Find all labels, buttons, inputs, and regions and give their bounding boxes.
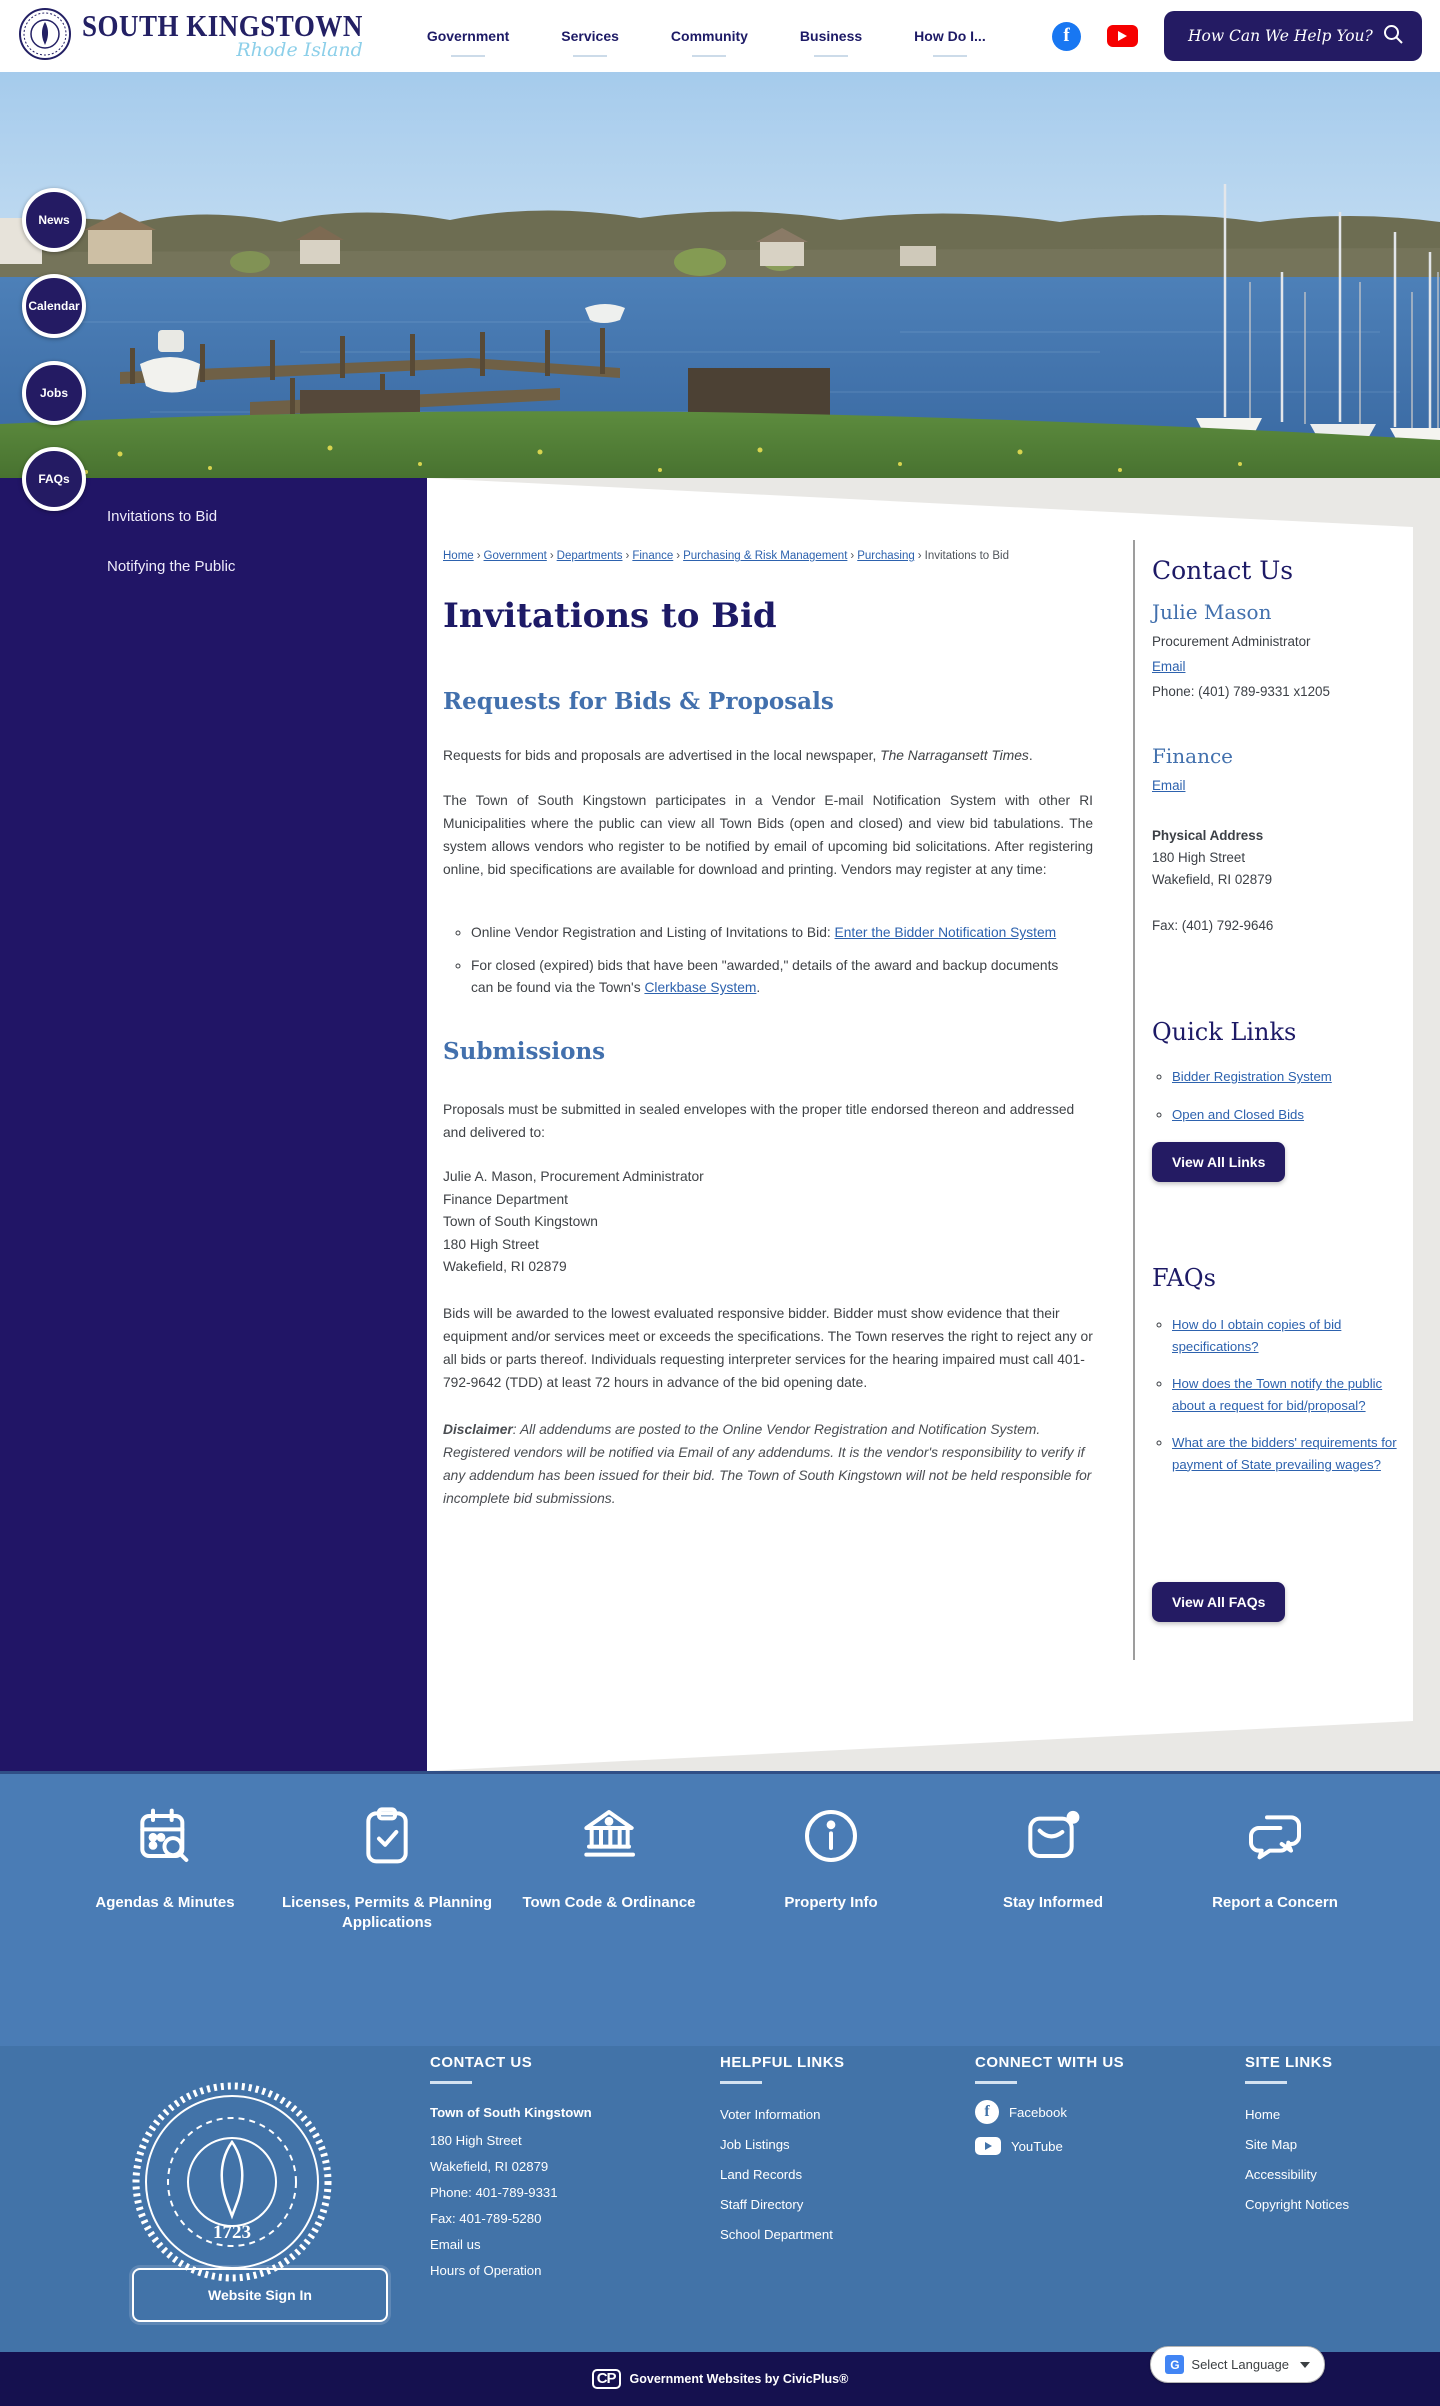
website-sign-in-button[interactable]: Website Sign In <box>132 2268 388 2322</box>
faq-item <box>1172 1432 1402 1475</box>
heading-underline <box>975 2081 1017 2084</box>
bottom-bar <box>0 2352 1440 2406</box>
footer-address-line: 180 High Street <box>430 2133 522 2148</box>
quick-action-report-concern[interactable]: Report a Concern <box>1169 1804 1381 2046</box>
footer-link-accessibility[interactable]: Accessibility <box>1245 2167 1317 2182</box>
footer-contact-column <box>430 2054 592 2284</box>
breadcrumb-current: › Invitations to Bid <box>915 550 1009 562</box>
nav-how-do-i[interactable]: How Do I... <box>914 28 986 44</box>
breadcrumb-purchasing-risk[interactable]: Purchasing & Risk Management <box>683 550 848 562</box>
rail-divider <box>1133 540 1135 1660</box>
breadcrumb-home[interactable]: Home <box>443 550 474 562</box>
town-building-icon <box>577 1855 641 1872</box>
faq-link-bid-specifications[interactable]: How do I obtain copies of bid specifications? <box>1172 1317 1342 1354</box>
footer-connect-heading: CONNECT WITH US <box>975 2054 1125 2071</box>
bullet-online-registration: ◦ Online Vendor Registration and Listing of Invitations to Bid: Enter the Bidder Notification System <box>471 922 1071 944</box>
nav-government[interactable]: Government <box>426 28 510 44</box>
footer-fax: Fax: 401-789-5280 <box>430 2211 542 2226</box>
quick-action-stay-informed[interactable]: Stay Informed <box>947 1804 1159 2046</box>
civicplus-credit: Government Websites by CivicPlus® <box>629 2372 849 2386</box>
footer-hours-link[interactable]: Hours of Operation <box>430 2263 542 2278</box>
section-heading-submissions: Submissions <box>443 1038 606 1065</box>
physical-address-line1: 180 High Street <box>1152 850 1246 865</box>
breadcrumb-finance[interactable]: Finance <box>632 550 674 562</box>
footer-link-school-department[interactable]: School Department <box>720 2227 833 2242</box>
banner-button-calendar[interactable]: Calendar <box>22 274 86 338</box>
nav-services[interactable]: Services <box>561 28 619 44</box>
disclaimer-label: Disclaimer <box>443 1422 513 1437</box>
banner-button-news[interactable]: News <box>22 188 86 252</box>
footer-facebook-link[interactable]: f Facebook <box>975 2100 1124 2124</box>
bullet-closed-bids: ◦ For closed (expired) bids that have been "awarded," details of the award and backup documents can be found via the Town's Clerkbase System. <box>471 955 1071 999</box>
footer-site-heading: SITE LINKS <box>1245 2054 1333 2071</box>
faq-item <box>1172 1373 1402 1416</box>
breadcrumb <box>443 544 1083 569</box>
header <box>0 0 1440 72</box>
footer-link-job-listings[interactable]: Job Listings <box>720 2137 790 2152</box>
quick-action-town-code[interactable]: Town Code & Ordinance <box>503 1804 715 2046</box>
footer-link-staff-directory[interactable]: Staff Directory <box>720 2197 804 2212</box>
chevron-down-icon <box>1300 2362 1310 2368</box>
svg-text:1723: 1723 <box>213 2222 251 2243</box>
banner-button-faqs[interactable]: FAQs <box>22 447 86 511</box>
footer-seal-icon <box>130 2080 334 2289</box>
civicplus-logo-icon: CP <box>592 2369 621 2389</box>
contact-email-link[interactable]: Email <box>1152 659 1186 674</box>
quick-links-list <box>1172 1066 1332 1141</box>
page-title: Invitations to Bid <box>443 596 777 636</box>
town-seal-icon <box>18 7 72 66</box>
info-circle-icon <box>799 1855 863 1872</box>
newspaper-name: The Narragansett Times <box>880 748 1029 763</box>
footer <box>0 2046 1440 2352</box>
heading-underline <box>430 2081 472 2084</box>
footer-email-us-link[interactable]: Email us <box>430 2237 481 2252</box>
wordmark-title: SOUTH KINGSTOWN <box>82 9 363 43</box>
envelope-alert-icon <box>1021 1855 1085 1872</box>
wordmark-subtitle: Rhode Island <box>236 39 363 61</box>
clerkbase-system-link[interactable]: Clerkbase System <box>644 980 757 995</box>
quick-links-heading: Quick Links <box>1152 1018 1297 1046</box>
contact-person-name: Julie Mason <box>1152 600 1272 624</box>
footer-connect-column <box>975 2054 1124 2168</box>
youtube-icon[interactable] <box>1107 25 1138 47</box>
quick-action-agendas[interactable]: Agendas & Minutes <box>59 1804 271 2046</box>
contact-us-heading: Contact Us <box>1152 556 1294 585</box>
footer-helpful-column <box>720 2054 845 2250</box>
footer-link-copyright[interactable]: Copyright Notices <box>1245 2197 1350 2212</box>
footer-contact-heading: CONTACT US <box>430 2054 533 2071</box>
contact-phone: Phone: (401) 789-9331 x1205 <box>1152 684 1330 699</box>
facebook-icon: f <box>975 2100 999 2124</box>
footer-link-home[interactable]: Home <box>1245 2107 1281 2122</box>
contact-department: Finance <box>1152 744 1233 768</box>
registration-bullet-list <box>471 922 1071 1010</box>
section-heading-requests: Requests for Bids & Proposals <box>443 688 834 715</box>
search-label: How Can We Help You? <box>1188 27 1373 45</box>
left-sidebar <box>0 478 427 1771</box>
quick-action-licenses[interactable]: Licenses, Permits & Planning Applications <box>281 1804 493 2046</box>
bidder-notification-system-link[interactable]: Enter the Bidder Notification System <box>834 925 1057 940</box>
site-logo[interactable] <box>18 7 363 66</box>
breadcrumb-departments[interactable]: Departments <box>556 550 623 562</box>
footer-helpful-heading: HELPFUL LINKS <box>720 2054 845 2071</box>
faq-item <box>1172 1314 1402 1357</box>
sidebar-menu <box>107 508 235 575</box>
delivery-address: Julie A. Mason, Procurement Administrator Finance Department Town of South Kingstown 180 High Street Wakefield, RI 02879 <box>443 1169 704 1274</box>
language-selector-label: Select Language <box>1191 2357 1289 2372</box>
quick-link-item <box>1172 1066 1332 1088</box>
header-right <box>1052 11 1422 61</box>
search-button[interactable] <box>1164 11 1422 61</box>
paragraph-submissions: Proposals must be submitted in sealed envelopes with the proper title endorsed thereon and addressed and delivered to: <box>443 1102 1075 1140</box>
footer-link-voter-information[interactable]: Voter Information <box>720 2107 821 2122</box>
faq-link-town-notify[interactable]: How does the Town notify the public about a request for bid/proposal? <box>1172 1376 1383 1413</box>
breadcrumb-government[interactable]: Government <box>483 550 547 562</box>
banner-button-jobs[interactable]: Jobs <box>22 361 86 425</box>
faqs-list <box>1172 1314 1402 1491</box>
paragraph-newspaper: Requests for bids and proposals are advertised in the local newspaper, The Narragansett Times. <box>443 748 1033 763</box>
main-band <box>0 478 1440 1771</box>
sidebar-item-invitations-to-bid[interactable]: Invitations to Bid <box>107 508 218 525</box>
contact-person-title: Procurement Administrator <box>1152 634 1311 649</box>
department-email-link[interactable]: Email <box>1152 778 1186 793</box>
facebook-icon[interactable]: f <box>1052 22 1081 51</box>
search-icon <box>1382 23 1404 49</box>
view-all-links-button[interactable]: View All Links <box>1152 1142 1285 1182</box>
breadcrumb-purchasing[interactable]: Purchasing <box>857 550 915 562</box>
google-translate-icon: G <box>1165 2355 1184 2374</box>
heading-underline <box>1245 2081 1287 2084</box>
bidder-registration-link[interactable]: Bidder Registration System <box>1172 1069 1332 1084</box>
paragraph-vendor-system: The Town of South Kingstown participates in a Vendor E-mail Notification System with other RI Municipalities where the public can view all Town Bids (open and closed) and view bid tabulations. The system allows vendors who register to be notified by email of upcoming bid solicitations. After registering online, bid specifications are available for download and printing. Vendors may register at any time: <box>443 793 1093 877</box>
quick-action-property-info[interactable]: Property Info <box>725 1804 937 2046</box>
sidebar-item-notifying-the-public[interactable]: Notifying the Public <box>107 558 236 575</box>
main-nav <box>427 28 986 44</box>
heading-underline <box>720 2081 762 2084</box>
view-all-faqs-button[interactable]: View All FAQs <box>1152 1582 1285 1622</box>
clipboard-check-icon <box>355 1855 419 1872</box>
faqs-heading: FAQs <box>1152 1264 1216 1292</box>
footer-phone: Phone: 401-789-9331 <box>430 2185 558 2200</box>
physical-address-line2: Wakefield, RI 02879 <box>1152 872 1273 887</box>
footer-youtube-link[interactable]: YouTube <box>975 2137 1124 2155</box>
faq-link-prevailing-wages[interactable]: What are the bidders' requirements for payment of State prevailing wages? <box>1172 1435 1397 1472</box>
physical-address-label: Physical Address <box>1152 828 1264 843</box>
banner-photo <box>0 72 1440 478</box>
footer-link-site-map[interactable]: Site Map <box>1245 2137 1298 2152</box>
chat-bubbles-icon <box>1243 1855 1307 1872</box>
calendar-search-icon <box>133 1855 197 1872</box>
quick-link-item <box>1172 1104 1332 1126</box>
nav-business[interactable]: Business <box>799 28 863 44</box>
paragraph-award: Bids will be awarded to the lowest evaluated responsive bidder. Bidder must show evidence that their equipment and/or services meet or exceeds the specifications. The Town reserves the right to reject any or all bids or parts thereof. Individuals requesting interpreter services for the hearing impaired must call 401-792-9642 (TDD) at least 72 hours in advance of the bid opening date. <box>443 1306 1093 1390</box>
footer-org-name: Town of South Kingstown <box>430 2105 592 2120</box>
footer-address-line: Wakefield, RI 02879 <box>430 2159 549 2174</box>
youtube-icon <box>975 2137 1001 2155</box>
nav-community[interactable]: Community <box>670 28 748 44</box>
wordmark <box>82 11 363 61</box>
quick-action-band <box>0 1771 1440 2046</box>
language-selector[interactable] <box>1150 2346 1325 2383</box>
paragraph-disclaimer: Disclaimer: All addendums are posted to the Online Vendor Registration and Notification System. Registered vendors will be notified via Email of any addendums. It is the vendor's responsibility to verify if any addendum has been issued for their bid. The Town of South Kingstown will not be held responsible for incomplete bid submissions. <box>443 1422 1092 1506</box>
contact-fax: Fax: (401) 792-9646 <box>1152 918 1274 933</box>
footer-link-land-records[interactable]: Land Records <box>720 2167 803 2182</box>
footer-site-column <box>1245 2054 1349 2220</box>
open-closed-bids-link[interactable]: Open and Closed Bids <box>1172 1106 1304 1122</box>
